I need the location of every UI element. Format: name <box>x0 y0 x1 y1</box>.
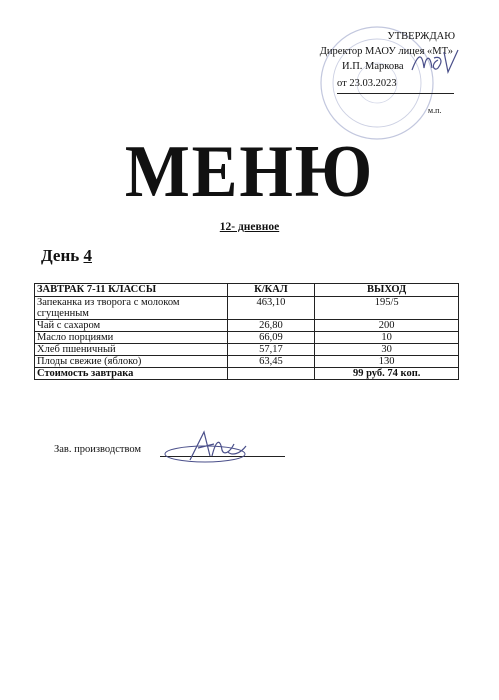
approval-position: Директор МАОУ лицея «МТ» <box>319 46 453 57</box>
dish-output: 130 <box>315 356 459 368</box>
header-meal: ЗАВТРАК 7-11 КЛАССЫ <box>35 284 228 297</box>
approval-name: И.П. Маркова <box>342 61 404 72</box>
dish-kcal: 66,09 <box>227 332 315 344</box>
manager-signature <box>160 426 260 468</box>
dish-name: Масло порциями <box>35 332 228 344</box>
dish-name: Плоды свежие (яблоко) <box>35 356 228 368</box>
dish-output: 30 <box>315 344 459 356</box>
header-kcal: К/КАЛ <box>227 284 315 297</box>
table-header-row <box>35 284 459 297</box>
menu-table <box>34 283 459 380</box>
approval-date: от 23.03.2023 <box>337 78 397 89</box>
total-empty-cell <box>227 368 315 380</box>
menu-title: МЕНЮ <box>124 131 375 213</box>
day-label <box>41 246 92 266</box>
table-row <box>35 297 459 320</box>
dish-output: 195/5 <box>315 297 459 320</box>
dish-kcal: 463,10 <box>227 297 315 320</box>
dish-output: 10 <box>315 332 459 344</box>
stamp-mark: м.п. <box>428 106 442 115</box>
table-row <box>35 344 459 356</box>
dish-name: Чай с сахаром <box>35 320 228 332</box>
dish-name: Запеканка из творога с молоком сгущенным <box>35 297 228 320</box>
table-row <box>35 332 459 344</box>
director-signature <box>408 46 460 78</box>
total-value: 99 руб. 74 коп. <box>315 368 459 380</box>
footer-label: Зав. производством <box>54 444 142 455</box>
day-number: 4 <box>83 246 92 265</box>
dish-kcal: 57,17 <box>227 344 315 356</box>
table-total-row <box>35 368 459 380</box>
dish-kcal: 26,80 <box>227 320 315 332</box>
menu-subtitle: 12- дневное <box>219 221 280 233</box>
dish-name: Хлеб пшеничный <box>35 344 228 356</box>
approval-date-underline <box>337 93 454 94</box>
total-label: Стоимость завтрака <box>35 368 228 380</box>
dish-kcal: 63,45 <box>227 356 315 368</box>
day-label-text: День <box>41 246 80 265</box>
dish-output: 200 <box>315 320 459 332</box>
approval-title: УТВЕРЖДАЮ <box>387 31 455 42</box>
table-row <box>35 356 459 368</box>
table-row <box>35 320 459 332</box>
header-output: ВЫХОД <box>315 284 459 297</box>
